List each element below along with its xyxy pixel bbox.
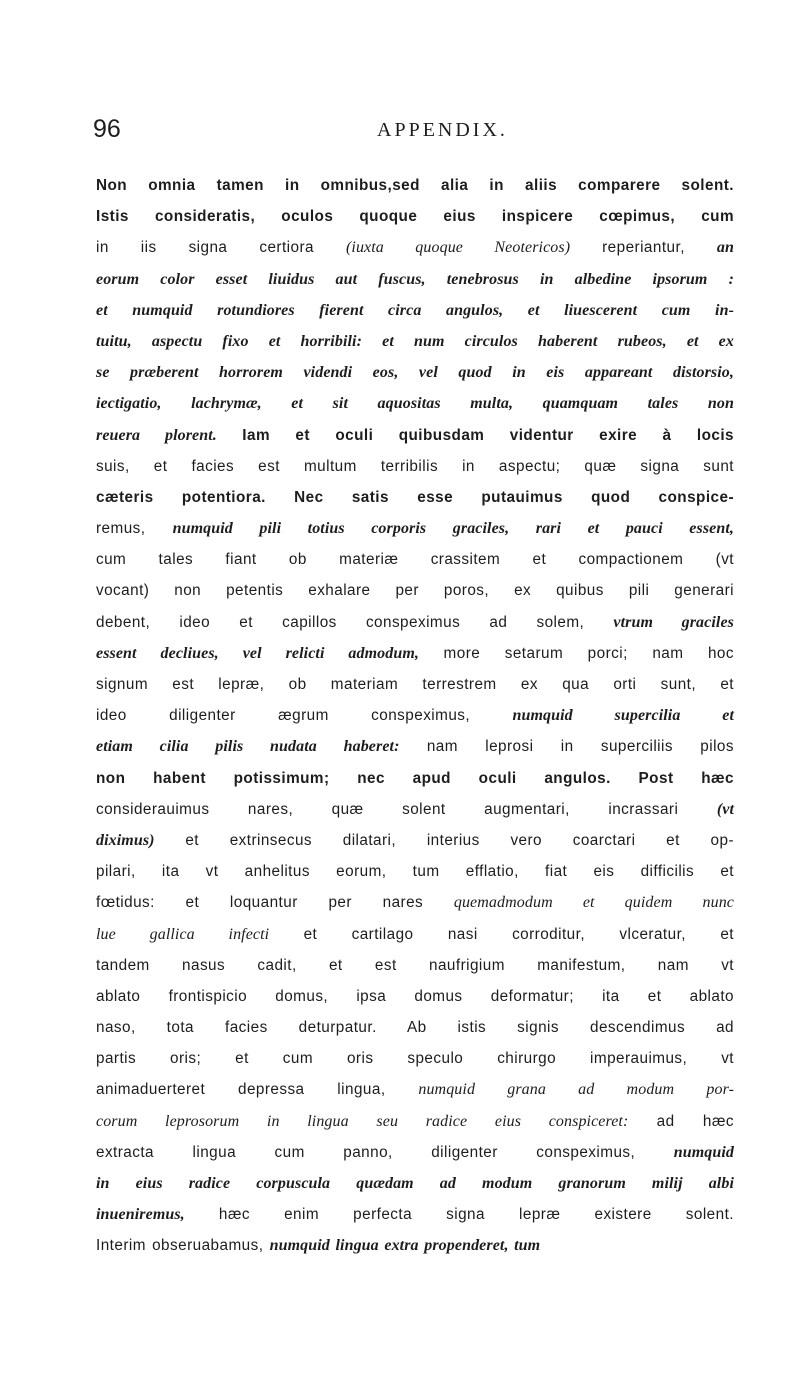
text-line — [96, 919, 734, 950]
body-text — [96, 170, 734, 1262]
roman-text: ablato frontispicio domus, ipsa domus deformatur; ita et ablato — [96, 987, 734, 1005]
roman-text: hæc enim perfecta signa lepræ existere solent. — [184, 1206, 734, 1224]
page-number: 96 — [93, 115, 121, 143]
text-line — [96, 1230, 734, 1261]
italic-text: numquid supercilia et — [512, 707, 734, 725]
text-line — [96, 232, 734, 263]
roman-text: more setarum porci; nam hoc — [419, 644, 734, 662]
roman-text: et extrinsecus dilatari, interius vero coarctari et op- — [154, 831, 734, 849]
text-line — [96, 1199, 734, 1230]
text-line — [96, 825, 734, 856]
italic-text: numquid — [673, 1143, 734, 1161]
roman-text: Interim obseruabamus, — [96, 1237, 270, 1255]
italic-text: numquid pili totius corporis graciles, rari et pauci essent, — [172, 520, 734, 538]
roman-text: remus, — [96, 520, 173, 538]
roman-text: partis oris; et cum oris speculo chirurgo imperauimus, vt — [96, 1050, 734, 1068]
roman-text: Non omnia tamen in omnibus,sed alia in aliis comparere solent. — [96, 177, 734, 194]
text-line — [96, 420, 734, 451]
roman-text: ad hæc — [628, 1112, 734, 1130]
text-line — [96, 1106, 734, 1137]
text-line — [96, 326, 734, 357]
roman-text: ideo diligenter ægrum conspeximus, — [96, 707, 513, 725]
text-line — [96, 1168, 734, 1199]
text-line — [96, 201, 734, 232]
italic-text: tuitu, aspectu fixo et horribili: et num circulos haberent rubeos, et ex — [96, 332, 734, 350]
italic-text: (iuxta quoque Neotericos) — [345, 239, 571, 257]
text-line — [96, 388, 734, 419]
roman-text: Istis consideratis, oculos quoque eius inspicere cœpimus, cum — [96, 208, 734, 226]
roman-text: animaduerteret depressa lingua, — [96, 1081, 419, 1099]
italic-text: numquid grana ad modum por- — [418, 1081, 734, 1099]
roman-text: signum est lepræ, ob materiam terrestrem ex qua orti sunt, et — [96, 676, 734, 693]
roman-text: extracta lingua cum panno, diligenter conspeximus, — [96, 1143, 674, 1161]
italic-text: eorum color esset liuidus aut fuscus, tenebrosus in albedine ipsorum : — [96, 270, 734, 288]
roman-text: naso, tota facies deturpatur. Ab istis signis descendimus ad — [96, 1019, 734, 1037]
text-line — [96, 1137, 734, 1168]
italic-text: diximus) — [96, 831, 155, 849]
italic-text: inueniremus, — [96, 1206, 185, 1224]
italic-text: lue gallica infecti — [96, 925, 270, 943]
roman-text: et cartilago nasi corroditur, vlceratur, et — [269, 925, 734, 943]
text-line — [96, 763, 734, 794]
text-line — [96, 638, 734, 669]
roman-text: nam leprosi in superciliis pilos — [399, 738, 734, 756]
text-line — [96, 950, 734, 981]
text-line — [96, 1012, 734, 1043]
roman-text: cæteris potentiora. Nec satis esse putauimus quod conspice- — [96, 488, 734, 506]
italic-text: reuera plorent. — [96, 426, 217, 444]
text-line — [96, 700, 734, 731]
italic-text: in eius radice corpuscula quædam ad modum granorum milij albi — [96, 1175, 734, 1192]
roman-text: considerauimus nares, quæ solent augmentari, incrassari — [96, 800, 717, 818]
roman-text: in iis signa certiora — [96, 239, 346, 257]
text-line — [96, 295, 734, 326]
roman-text: reperiantur, — [570, 239, 717, 257]
italic-text: etiam cilia pilis nudata haberet: — [96, 738, 400, 756]
roman-text: tandem nasus cadit, et est naufrigium manifestum, nam vt — [96, 956, 734, 974]
roman-text: vocant) non petentis exhalare per poros, ex quibus pili generari — [96, 582, 734, 600]
text-line — [96, 1043, 734, 1074]
page-header — [0, 114, 800, 144]
text-line — [96, 575, 734, 606]
text-line — [96, 981, 734, 1012]
italic-text: (vt — [716, 800, 734, 818]
text-line — [96, 357, 734, 388]
roman-text: non habent potissimum; nec apud oculi angulos. Post hæc — [96, 769, 734, 787]
italic-text: se præberent horrorem videndi eos, vel quod in eis appareant distorsio, — [96, 364, 734, 382]
text-line — [96, 513, 734, 544]
italic-text: quemadmodum et quidem nunc — [453, 894, 734, 912]
text-line — [96, 856, 734, 887]
italic-text: vtrum graciles — [613, 613, 734, 631]
italic-text: et numquid rotundiores fierent circa angulos, et liuescerent cum in- — [96, 301, 734, 319]
text-line — [96, 794, 734, 825]
text-line — [96, 731, 734, 762]
roman-text: fœtidus: et loquantur per nares — [96, 894, 454, 912]
text-line — [96, 482, 734, 513]
italic-text: an — [716, 239, 735, 257]
text-line — [96, 669, 734, 700]
roman-text: pilari, ita vt anhelitus eorum, tum efflatio, fiat eis difficilis et — [96, 863, 734, 881]
roman-text: Iam et oculi quibusdam videntur exire à locis — [216, 426, 734, 444]
italic-text: corum leprosorum in lingua seu radice eius conspiceret: — [96, 1112, 629, 1130]
text-line — [96, 544, 734, 575]
running-head: APPENDIX. — [377, 119, 508, 141]
text-line — [96, 170, 734, 201]
italic-text: iectigatio, lachrymæ, et sit aquositas multa, quamquam tales non — [96, 395, 734, 413]
text-line — [96, 451, 734, 482]
roman-text: suis, et facies est multum terribilis in aspectu; quæ signa sunt — [96, 457, 734, 475]
roman-text: debent, ideo et capillos conspeximus ad solem, — [96, 613, 614, 631]
roman-text: cum tales fiant ob materiæ crassitem et compactionem (vt — [96, 551, 734, 569]
text-line — [96, 264, 734, 295]
italic-text: essent decliues, vel relicti admodum, — [96, 644, 420, 662]
text-line — [96, 1074, 734, 1105]
text-line — [96, 607, 734, 638]
text-line — [96, 887, 734, 918]
italic-text: numquid lingua extra propenderet, tum — [269, 1237, 541, 1255]
